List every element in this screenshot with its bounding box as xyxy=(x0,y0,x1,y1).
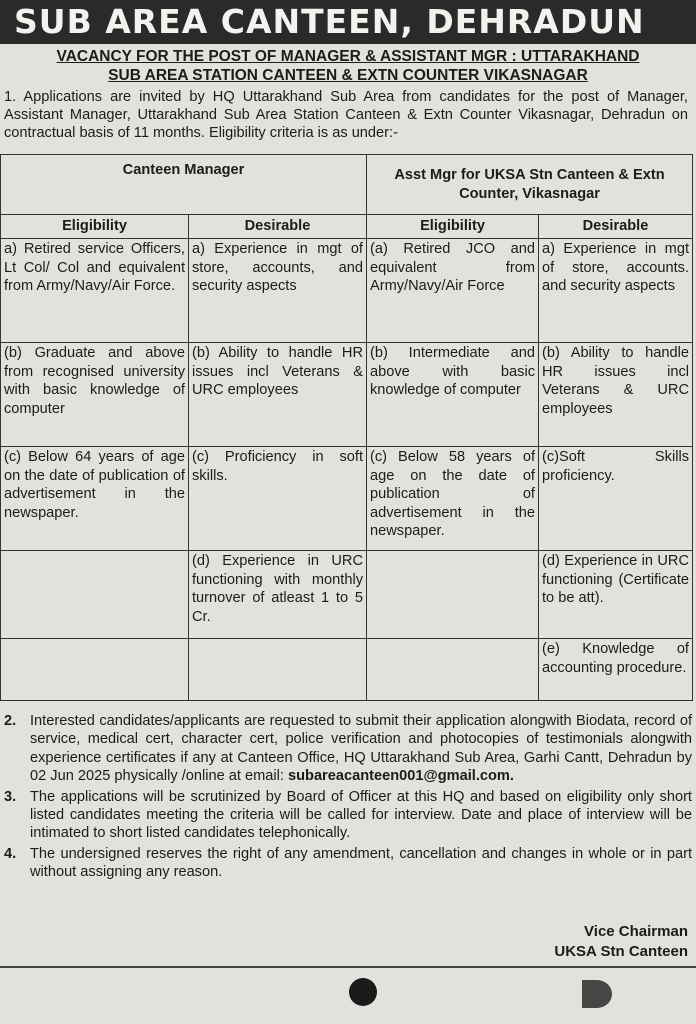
table-cell xyxy=(367,639,539,701)
col-header-eligibility: Eligibility xyxy=(1,215,189,239)
table-cell: (c) Below 64 years of age on the date of publication of advertisement in the newspaper. xyxy=(1,447,189,551)
table-cell: (d) Experience in URC functioning (Certificate to be att). xyxy=(539,551,693,639)
signature-block xyxy=(554,922,688,962)
table-cell: (a) Retired JCO and equivalent from Army/Navy/Air Force xyxy=(367,239,539,343)
punch-hole-icon xyxy=(349,978,377,1006)
table-cell xyxy=(1,551,189,639)
table-cell: (c) Below 58 years of age on the date of publication of advertisement in the newspaper. xyxy=(367,447,539,551)
note-text xyxy=(30,712,692,786)
col-header-desirable: Desirable xyxy=(539,215,693,239)
table-cell: (b) Graduate and above from recognised university with basic knowledge of computer xyxy=(1,343,189,447)
email-link[interactable]: subareacanteen001@gmail.com. xyxy=(288,768,514,785)
table-row xyxy=(1,447,693,551)
note-text: The applications will be scrutinized by Board of Officer at this HQ and based on eligibility only short listed candidates meeting the criteria will be called for interview. Date and place of interview will be intimated to short listed candidates telephonically. xyxy=(30,788,692,842)
punch-hole-icon xyxy=(582,980,612,1008)
list-item xyxy=(4,788,692,843)
notes-section xyxy=(4,712,692,884)
table-row xyxy=(1,639,693,701)
vacancy-heading-line1: VACANCY FOR THE POST OF MANAGER & ASSISTANT MGR : UTTARAKHAND xyxy=(56,48,640,65)
table-cell: a) Experience in mgt of store, accounts, and security aspects xyxy=(189,239,367,343)
table-row xyxy=(1,239,693,343)
table-cell: (b) Ability to handle HR issues incl Veterans & URC employees xyxy=(539,343,693,447)
table-cell: (d) Experience in URC functioning with monthly turnover of atleast 1 to 5 Cr. xyxy=(189,551,367,639)
note-number: 2. xyxy=(4,713,17,729)
note-number: 4. xyxy=(4,845,17,862)
post-header-asst-manager: Asst Mgr for UKSA Stn Canteen & Extn Counter, Vikasnagar xyxy=(367,155,693,215)
table-cell: (b) Intermediate and above with basic knowledge of computer xyxy=(367,343,539,447)
table-cell xyxy=(1,639,189,701)
table-cell: (e) Knowledge of accounting procedure. xyxy=(539,639,693,701)
note-number: 3. xyxy=(4,788,17,805)
col-header-desirable: Desirable xyxy=(189,215,367,239)
table-cell: (c)Soft Skills proficiency. xyxy=(539,447,693,551)
table-cell: (b) Ability to handle HR issues incl Veterans & URC employees xyxy=(189,343,367,447)
signatory-org: UKSA Stn Canteen xyxy=(554,943,688,960)
table-cell: a) Retired service Officers, Lt Col/ Col and equivalent from Army/Navy/Air Force. xyxy=(1,239,189,343)
eligibility-table xyxy=(0,154,693,701)
table-cell: (c) Proficiency in soft skills. xyxy=(189,447,367,551)
intro-paragraph: 1. Applications are invited by HQ Uttarakhand Sub Area from candidates for the post of Manager, Assistant Manager, Uttarakhand Sub Area Station Canteen & Extn Counter Vikasnagar, Dehradun on contractual basis of 11 months. Eligibility criteria is as under:- xyxy=(4,89,688,141)
post-header-manager: Canteen Manager xyxy=(1,155,367,215)
vacancy-heading-line2: SUB AREA STATION CANTEEN & EXTN COUNTER VIKASNAGAR xyxy=(108,67,588,84)
table-cell xyxy=(367,551,539,639)
table-cell: a) Experience in mgt of store, accounts. and security aspects xyxy=(539,239,693,343)
table-cell xyxy=(189,639,367,701)
table-row xyxy=(1,551,693,639)
note-body: Interested candidates/applicants are requested to submit their application alongwith Biodata, record of service, medical cert, character cert, police verification and photocopies of testimonials alongwith experience certificates if any at Canteen Office, HQ Uttarakhand Sub Area, Garhi Cantt, Dehradun by 02 Jun 2025 physically /online at email: xyxy=(30,713,692,785)
note-text: The undersigned reserves the right of any amendment, cancellation and changes in whole or in part without assigning any reason. xyxy=(30,845,692,881)
page-title: SUB AREA CANTEEN, DEHRADUN xyxy=(0,0,696,44)
table-row xyxy=(1,343,693,447)
signatory-title: Vice Chairman xyxy=(584,923,688,940)
list-item xyxy=(4,712,692,786)
list-item xyxy=(4,845,692,882)
col-header-eligibility: Eligibility xyxy=(367,215,539,239)
divider xyxy=(0,966,696,968)
